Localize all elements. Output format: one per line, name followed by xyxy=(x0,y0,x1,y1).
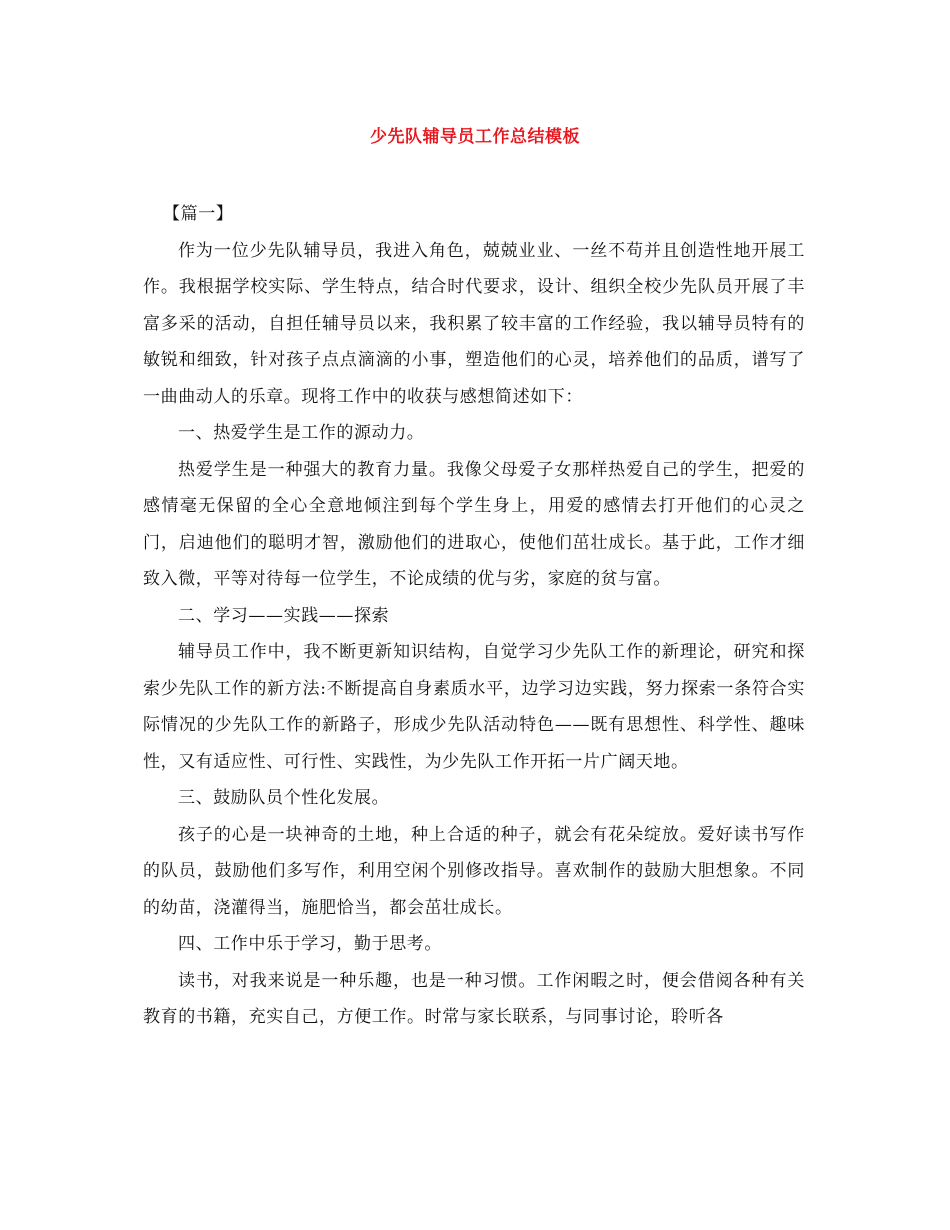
body-paragraph-3: 孩子的心是一块神奇的土地，种上合适的种子，就会有花朵绽放。爱好读书写作的队员，鼓励他们多写作，利用空闲个别修改指导。喜欢制作的鼓励大胆想象。不同的幼苗，浇灌得当，施肥恰当，都会茁壮成长。 xyxy=(143,824,805,918)
body-paragraph-4: 读书，对我来说是一种乐趣，也是一种习惯。工作闲暇之时，便会借阅各种有关教育的书籍，充实自己，方便工作。时常与家长联系，与同事讨论，聆听各 xyxy=(143,970,805,1027)
body-paragraph-intro: 作为一位少先队辅导员，我进入角色，兢兢业业、一丝不苟并且创造性地开展工作。我根据学校实际、学生特点，结合时代要求，设计、组织全校少先队员开展了丰富多采的活动，自担任辅导员以来，我积累了较丰富的工作经验，我以辅导员特有的敏锐和细致，针对孩子点点滴滴的小事，塑造他们的心灵，培养他们的品质，谱写了一曲曲动人的乐章。现将工作中的收获与感想简述如下： xyxy=(143,240,805,407)
body-paragraph-2: 辅导员工作中，我不断更新知识结构，自觉学习少先队工作的新理论，研究和探索少先队工作的新方法:不断提高自身素质水平，边学习边实践，努力探索一条符合实际情况的少先队工作的新路子，形成少先队活动特色——既有思想性、科学性、趣味性，又有适应性、可行性、实践性，为少先队工作开拓一片广阔天地。 xyxy=(143,642,805,772)
document-body xyxy=(143,196,805,1036)
section-heading-4: 四、工作中乐于学习，勤于思考。 xyxy=(178,934,442,954)
document-title: 少先队辅导员工作总结模板 xyxy=(370,127,580,147)
section-heading-3: 三、鼓励队员个性化发展。 xyxy=(178,788,390,808)
section-heading-2: 二、学习——实践——探索 xyxy=(178,605,390,626)
section-heading-1: 一、热爱学生是工作的源动力。 xyxy=(178,423,425,443)
body-paragraph-1: 热爱学生是一种强大的教育力量。我像父母爱子女那样热爱自己的学生，把爱的感情毫无保留的全心全意地倾注到每个学生身上，用爱的感情去打开他们的心灵之门，启迪他们的聪明才智，激励他们的进取心，使他们茁壮成长。基于此，工作才细致入微，平等对待每一位学生，不论成绩的优与劣，家庭的贫与富。 xyxy=(143,459,805,589)
section-label: 【篇一】 xyxy=(163,204,234,224)
